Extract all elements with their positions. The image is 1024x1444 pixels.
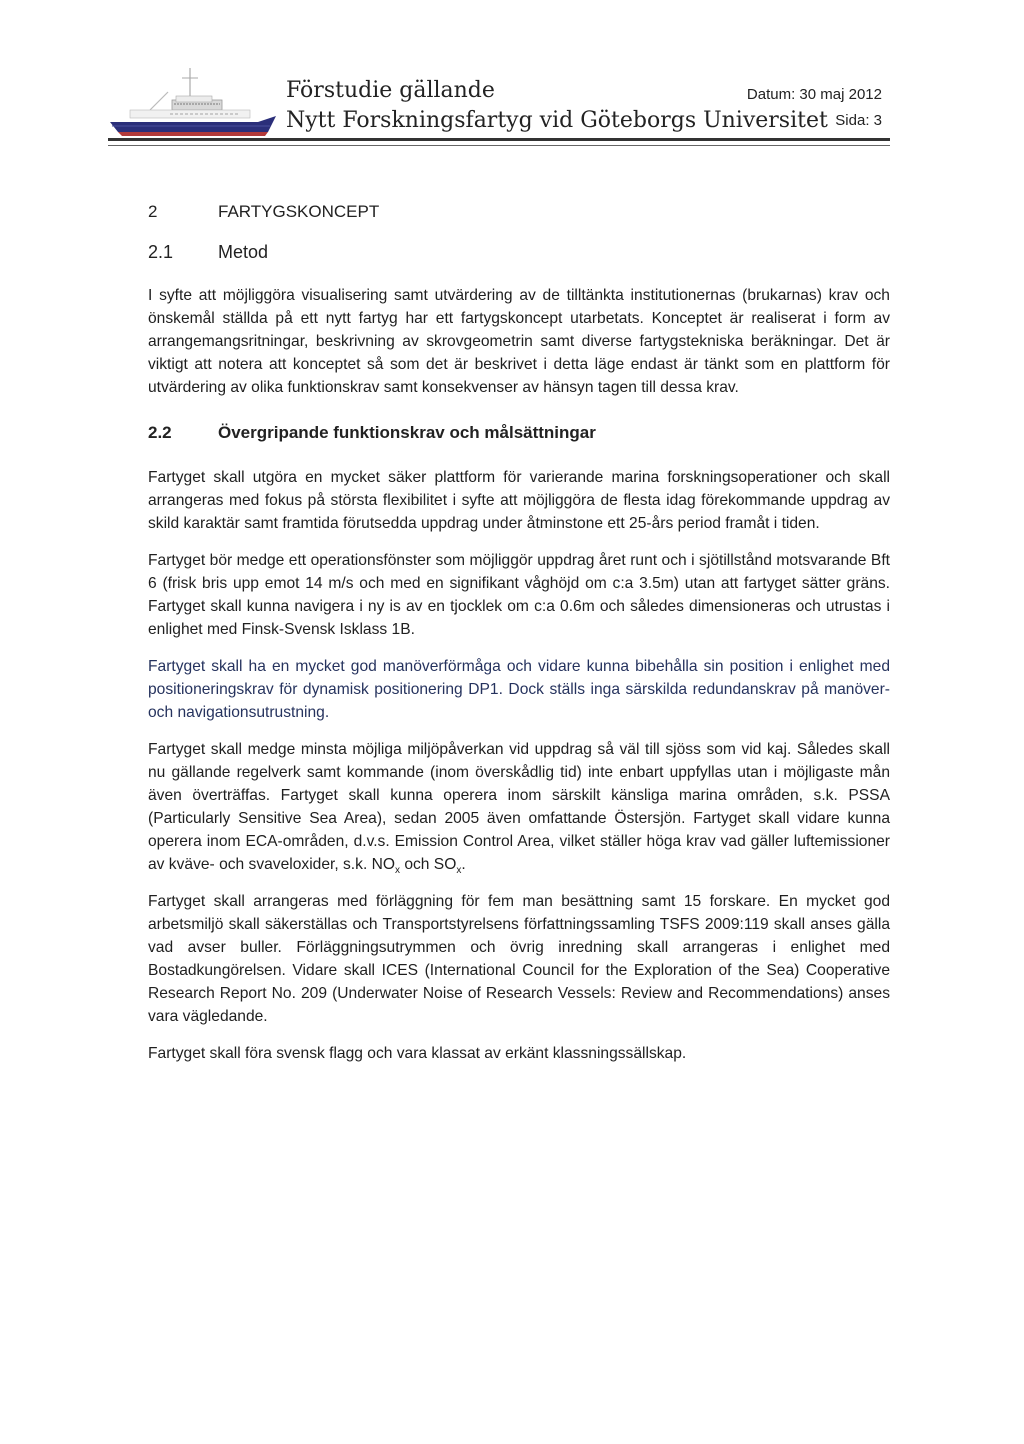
paragraph-text: . xyxy=(461,856,466,873)
header-rule-thick xyxy=(108,138,890,141)
section-heading-2 xyxy=(148,200,890,223)
subscript: x xyxy=(456,865,462,877)
paragraph: Fartyget skall utgöra en mycket säker plattform för varierande marina forskningsoperationer och skall arrangeras med fokus på största flexibilitet i syfte att möjliggöra de flesta idag förekommande uppdrag av skild karaktär samt framtida förutsedda uppdrag under åtminstone ett 25-års period framåt i tiden. xyxy=(148,469,890,532)
section-heading-2-2 xyxy=(148,421,890,444)
paragraph-environment xyxy=(148,738,890,876)
paragraph-text: och SO xyxy=(400,856,457,873)
section-number: 2 xyxy=(148,202,158,221)
section-number: 2.1 xyxy=(148,242,174,262)
paragraph: Fartyget skall föra svensk flagg och vara klassat av erkänt klassningssällskap. xyxy=(148,1045,687,1062)
section-title: Övergripande funktionskrav och målsättningar xyxy=(218,423,596,442)
section-number: 2.2 xyxy=(148,423,172,442)
paragraph: Fartyget bör medge ett operationsfönster som möjliggör uppdrag året runt och i sjötillstånd motsvarande Bft 6 (frisk bris upp emot 14 m/s och med en signifikant våghöjd om c:a 3.5m) utan att fartyget sätter gräns. Fartyget skall kunna navigera i ny is av en tjocklek om c:a 0.6m och således dimensioneras och utrustas i enlighet med Finsk-Svensk Isklass 1B. xyxy=(148,552,890,638)
header-title-line1: Förstudie gällande xyxy=(286,78,495,103)
header-rule-thin xyxy=(108,145,890,146)
ship-logo-icon xyxy=(110,66,278,138)
subscript: x xyxy=(395,865,400,877)
paragraph-metod: I syfte att möjliggöra visualisering samt utvärdering av de tilltänkta institutionernas (brukarnas) krav och önskemål ställda på ett nytt fartyg har ett fartygskoncept utarbetats. Konceptet är realiserat i form av arrangemangsritningar, beskrivning av skrovgeometrin samt diverse fartygstekniska beräkningar. Det är viktigt att notera att konceptet så som det är beskrivet i detta läge endast är tänkt som en plattform för utvärdering av olika funktionskrav samt konsekvenser av hänsyn tagen till dessa krav. xyxy=(148,287,890,396)
paragraph-highlighted: Fartyget skall ha en mycket god manöverförmåga och vidare kunna bibehålla sin position i enlighet med positioneringskrav för dynamisk positionering DP1. Dock ställs inga särskilda redundanskrav på manöver- och navigationsutrustning. xyxy=(148,658,890,721)
header-date: Datum: 30 maj 2012 xyxy=(746,86,882,103)
section-title: FARTYGSKONCEPT xyxy=(218,202,380,221)
paragraph: Fartyget skall arrangeras med förläggning för fem man besättning samt 15 forskare. En mycket god arbetsmiljö skall säkerställas och Transportstyrelsens författningssamling TSFS 2009:119 skall anses gälla vad avser buller. Förläggningsutrymmen och övrig inredning skall arrangeras i enlighet med Bostadkungörelsen. Vidare skall ICES (International Council for the Exploration of the Sea) Cooperative Research Report No. 209 (Underwater Noise of Research Vessels: Review and Recommendations) anses vara vägledande. xyxy=(148,893,890,1025)
section-title: Metod xyxy=(218,242,269,262)
header-page-number: Sida: 3 xyxy=(835,112,882,129)
document-body xyxy=(148,196,890,1079)
page-header xyxy=(108,62,890,148)
paragraph-text: Fartyget skall medge minsta möjliga miljöpåverkan vid uppdrag så väl till sjöss som vid kaj. Således skall nu gällande regelverk samt kommande (inom överskådlig tid) inte enbart uppfyllas utan i möjligaste mån även överträffas. Fartyget skall kunna operera inom särskilt känsliga marina områden, s.k. PSSA (Particularly Sensitive Sea Area), sedan 2005 även omfattande Östersjön. Fartyget skall vidare kunna operera inom ECA-områden, d.v.s. Emission Control Area, vilket ställer höga krav vad gäller luftemissioner av kväve- och svaveloxider, s.k. NO xyxy=(148,741,890,873)
header-title-line2: Nytt Forskningsfartyg vid Göteborgs Universitet xyxy=(286,108,828,133)
section-heading-2-1 xyxy=(148,241,890,264)
